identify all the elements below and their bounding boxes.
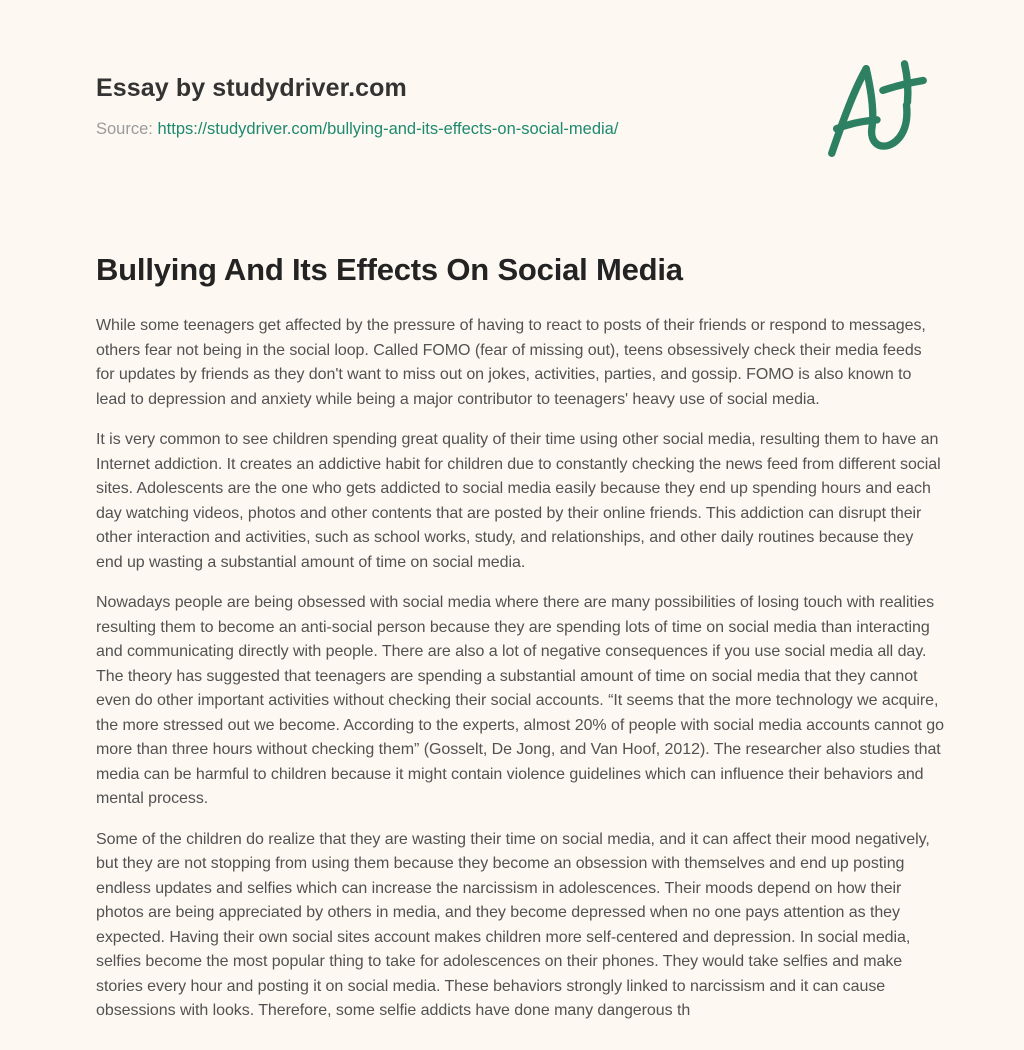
source-line [96,120,944,139]
essay-paragraph-3: Nowadays people are being obsessed with social media where there are many possibilities of losing touch with realities resulting them to become an anti-social person because they are spending lots of time on social media than interacting and communicating directly with people. There are also a lot of negative consequences if you use social media all day. The theory has suggested that teenagers are spending a substantial amount of time on social media that they cannot even do other important activities without checking their social accounts. “It seems that the more technology we acquire, the more stressed out we become. According to the experts, almost 20% of people with social media accounts cannot go more than three hours without checking them” (Gosselt, De Jong, and Van Hoof, 2012). The researcher also studies that media can be harmful to children because it might contain violence guidelines which can influence their behaviors and mental process. [96,594,945,807]
essay-by-heading: Essay by studydriver.com [96,74,407,102]
source-link[interactable]: https://studydriver.com/bullying-and-its-effects-on-social-media/ [157,120,619,138]
essay-body [96,314,944,1024]
essay-content [96,0,944,1024]
essay-paragraph-2: It is very common to see children spending great quality of their time using other social media, resulting them to have an Internet addiction. It creates an addictive habit for children due to constantly checking the news feed from different social sites. Adolescents are the one who gets addicted to social media easily because they end up spending hours and each day watching videos, photos and other contents that are posted by their online friends. This addiction can disrupt their other interaction and activities, such as school works, study, and relationships, and other daily routines because they end up wasting a substantial amount of time on social media. [96,431,941,571]
essay-title: Bullying And Its Effects On Social Media [96,252,683,287]
source-label: Source: [96,120,153,138]
essay-paragraph-4: Some of the children do realize that they are wasting their time on social media, and it can affect their mood negatively, but they are not stopping from using them because they become an obsession with themselves and end up posting endless updates and selfies which can increase the narcissism in adolescences. Their moods depend on how their photos are being appreciated by others in media, and they become depressed when no one pays attention as they expected. Having their own social sites account makes children more self-centered and depression. In social media, selfies become the most popular thing to take for adolescences on their phones. They would take selfies and make stories every hour and posting it on social media. These behaviors strongly linked to narcissism and it can cause obsessions with looks. Therefore, some selfie addicts have done many dangerous th [96,830,930,1019]
essay-paragraph-1: While some teenagers get affected by the pressure of having to react to posts of their friends or respond to messages, others fear not being in the social loop. Called FOMO (fear of missing out), teens obsessively check their media feeds for updates by friends as they don't want to miss out on jokes, activities, parties, and gossip. FOMO is also known to lead to depression and anxiety while being a major contributor to teenagers' heavy use of social media. [96,317,926,408]
page-header [96,0,944,139]
